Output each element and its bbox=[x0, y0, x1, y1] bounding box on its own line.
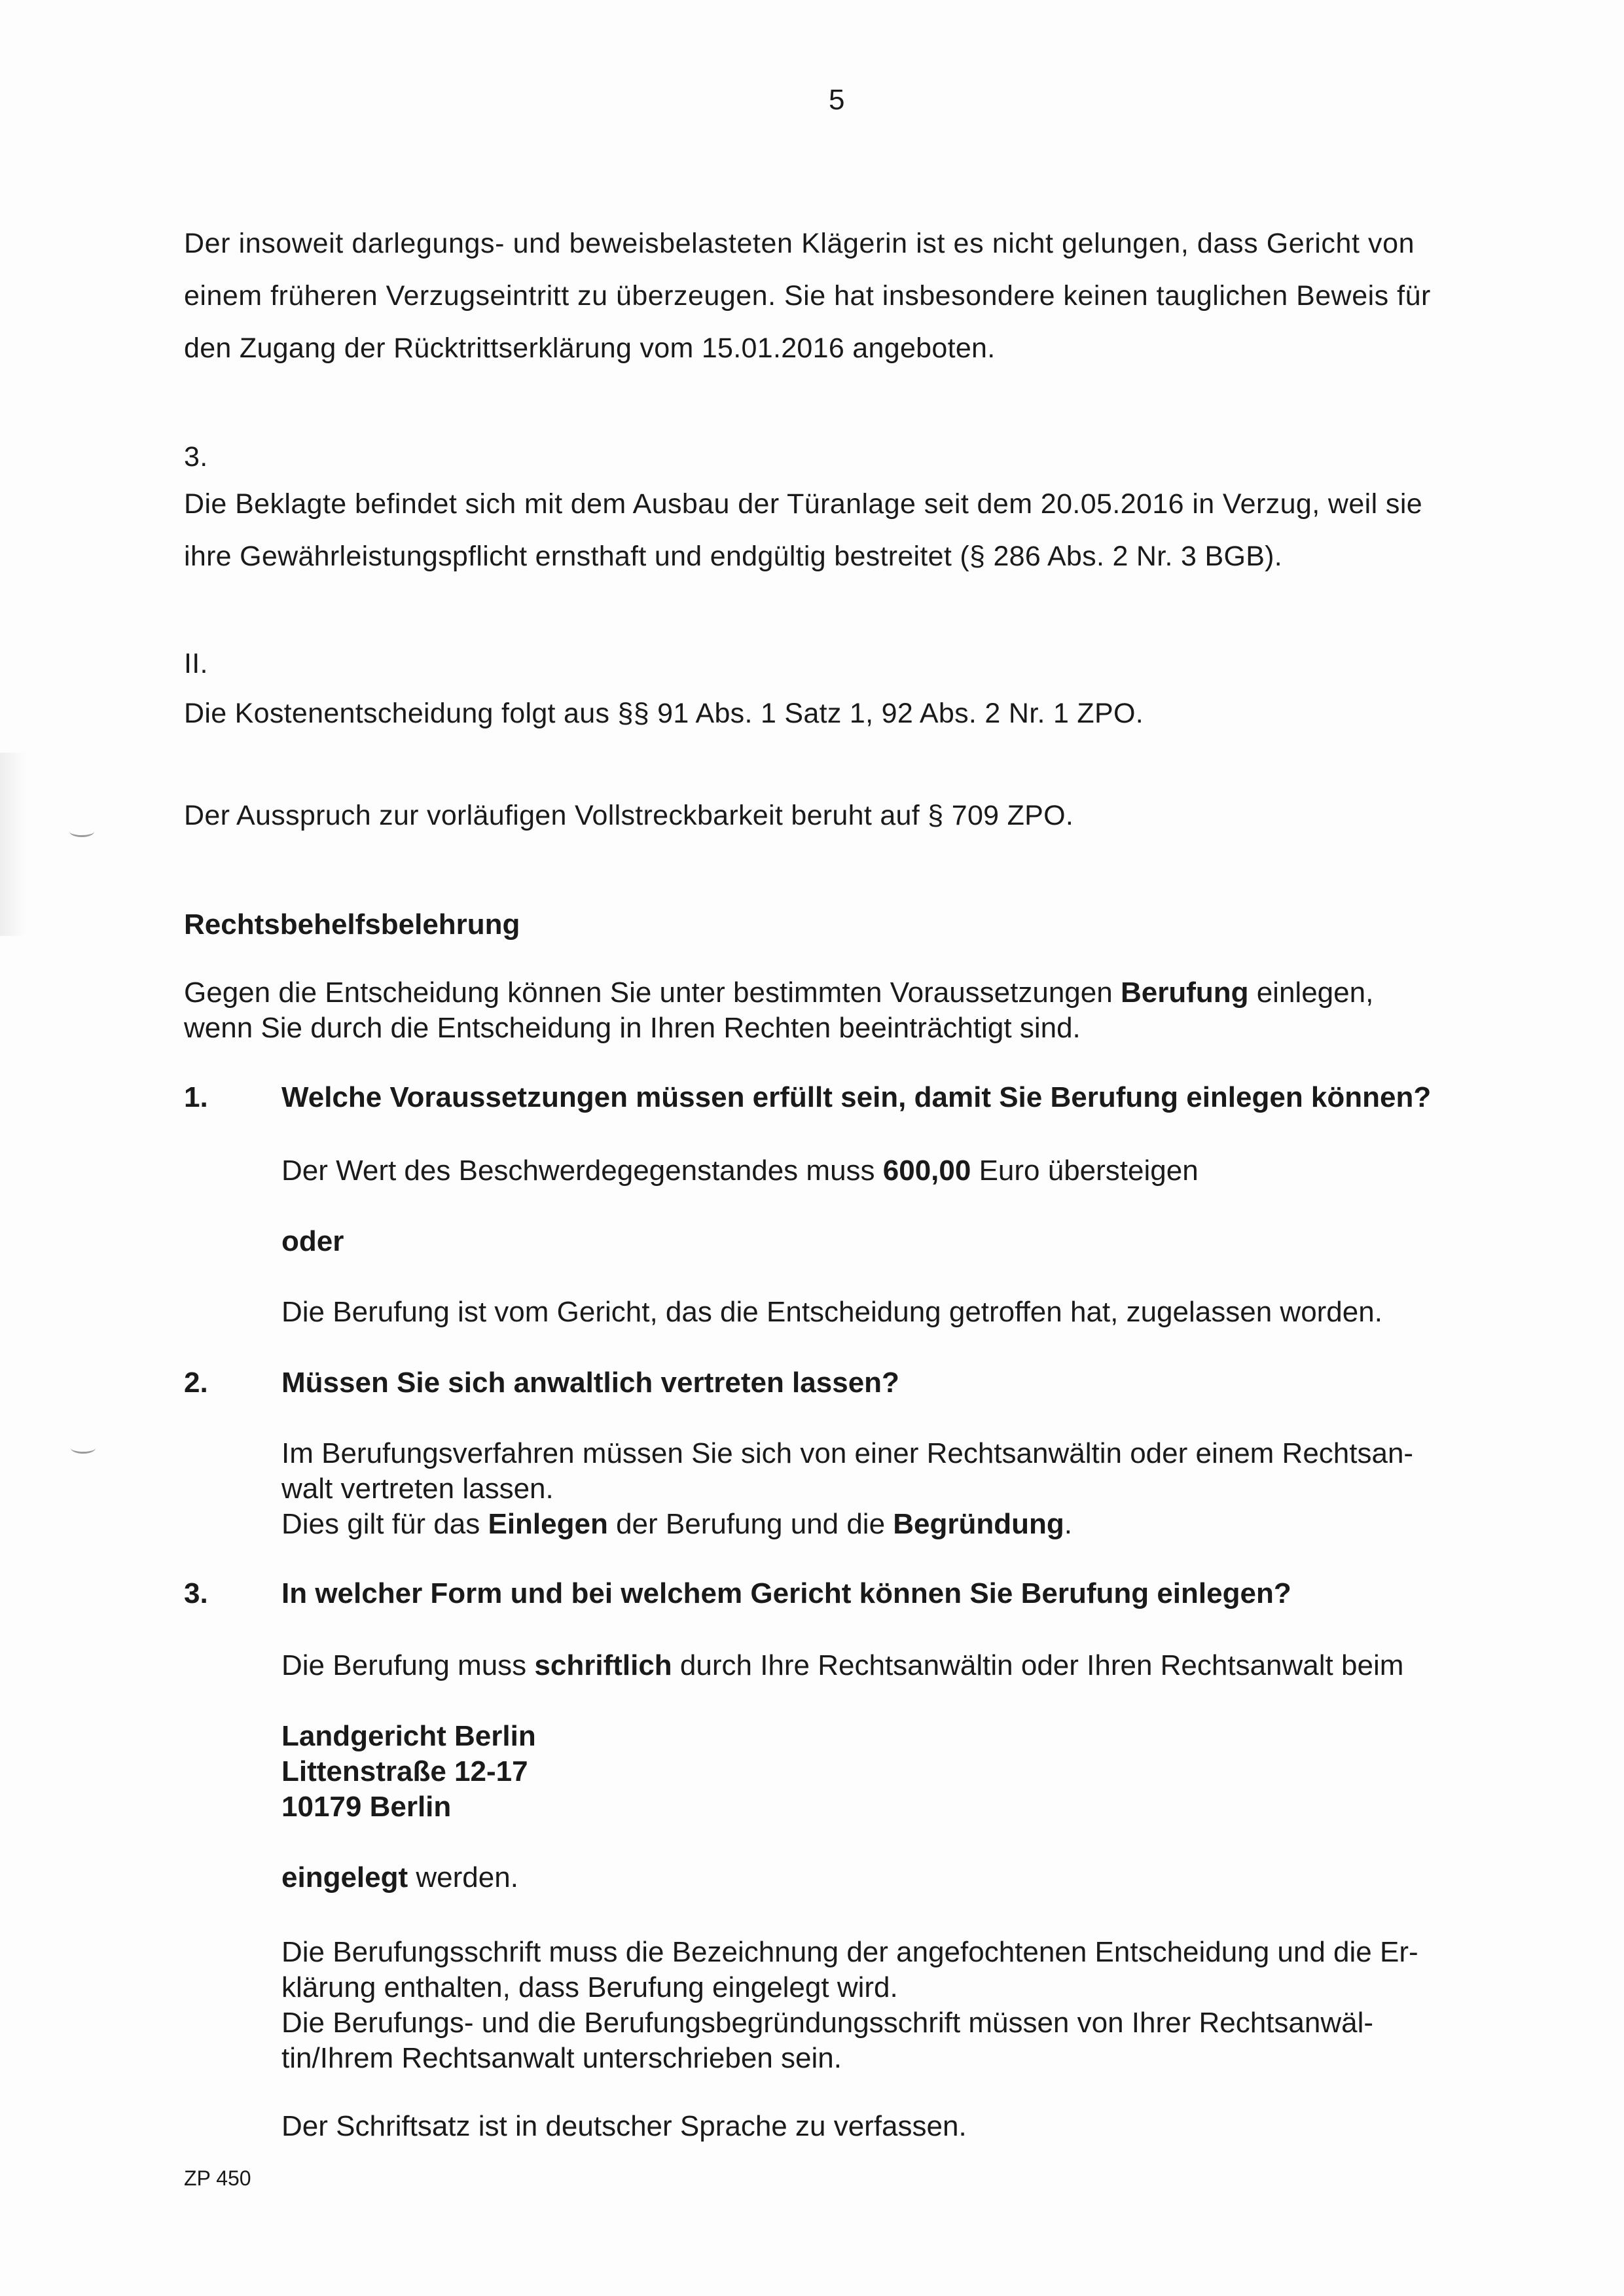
court-street: Littenstraße 12-17 bbox=[281, 1755, 528, 1787]
question-heading: Welche Voraussetzungen müssen erfüllt sein, damit Sie Berufung einlegen können? bbox=[281, 1081, 1432, 1113]
answer-line: Die Berufungs- und die Berufungsbegründungsschrift müssen von Ihrer Rechtsanwäl- bbox=[281, 2007, 1374, 2039]
court-city: 10179 Berlin bbox=[281, 1791, 452, 1823]
paragraph-line: Der insoweit darlegungs- und beweisbelasteten Klägerin ist es nicht gelungen, dass Gericht von bbox=[184, 228, 1415, 259]
paragraph-line: Der Ausspruch zur vorläufigen Vollstreckbarkeit beruht auf § 709 ZPO. bbox=[184, 800, 1074, 831]
question-heading: In welcher Form und bei welchem Gericht können Sie Berufung einlegen? bbox=[281, 1577, 1291, 1609]
page-number: 5 bbox=[829, 84, 845, 116]
question-number: 2. bbox=[184, 1367, 208, 1399]
paragraph-line: ihre Gewährleistungspflicht ernsthaft und endgültig bestreitet (§ 286 Abs. 2 Nr. 3 BGB). bbox=[184, 541, 1283, 572]
scan-shading bbox=[0, 753, 26, 936]
section-number: 3. bbox=[184, 441, 208, 473]
section-heading: Rechtsbehelfsbelehrung bbox=[184, 908, 520, 941]
question-heading: Müssen Sie sich anwaltlich vertreten lassen? bbox=[281, 1367, 899, 1399]
court-name: Landgericht Berlin bbox=[281, 1720, 536, 1752]
answer-line: Der Schriftsatz ist in deutscher Sprache zu verfassen. bbox=[281, 2110, 967, 2142]
intro-line: wenn Sie durch die Entscheidung in Ihren Rechten beeinträchtigt sind. bbox=[184, 1012, 1081, 1044]
answer-line: Die Berufung muss schriftlich durch Ihre Rechtsanwältin oder Ihren Rechtsanwalt beim bbox=[281, 1649, 1404, 1681]
answer-line: Die Berufung ist vom Gericht, das die Entscheidung getroffen hat, zugelassen worden. bbox=[281, 1296, 1382, 1328]
answer-line: eingelegt werden. bbox=[281, 1861, 518, 1893]
answer-line: Die Berufungsschrift muss die Bezeichnung der angefochtenen Entscheidung und die Er- bbox=[281, 1936, 1418, 1968]
question-number: 3. bbox=[184, 1577, 208, 1609]
question-number: 1. bbox=[184, 1081, 208, 1113]
answer-line: Dies gilt für das Einlegen der Berufung und die Begründung. bbox=[281, 1508, 1073, 1540]
answer-line: oder bbox=[281, 1225, 344, 1257]
intro-line: Gegen die Entscheidung können Sie unter bestimmten Voraussetzungen Berufung einlegen, bbox=[184, 977, 1374, 1009]
paragraph-line: einem früheren Verzugseintritt zu überzeugen. Sie hat insbesondere keinen tauglichen Beweis für bbox=[184, 280, 1431, 312]
answer-line: tin/Ihrem Rechtsanwalt unterschrieben sein. bbox=[281, 2042, 842, 2074]
paragraph-line: Die Beklagte befindet sich mit dem Ausbau der Türanlage seit dem 20.05.2016 in Verzug, weil sie bbox=[184, 488, 1423, 520]
answer-line: Der Wert des Beschwerdegegenstandes muss 600,00 Euro übersteigen bbox=[281, 1155, 1199, 1187]
form-code: ZP 450 bbox=[184, 2166, 251, 2190]
margin-mark bbox=[69, 826, 94, 837]
margin-mark bbox=[71, 1443, 96, 1454]
paragraph-line: Die Kostenentscheidung folgt aus §§ 91 Abs. 1 Satz 1, 92 Abs. 2 Nr. 1 ZPO. bbox=[184, 698, 1144, 729]
section-number: II. bbox=[184, 648, 208, 679]
answer-line: klärung enthalten, dass Berufung eingelegt wird. bbox=[281, 1971, 898, 2003]
answer-line: walt vertreten lassen. bbox=[281, 1473, 554, 1505]
answer-line: Im Berufungsverfahren müssen Sie sich von einer Rechtsanwältin oder einem Rechtsan- bbox=[281, 1437, 1414, 1469]
paragraph-line: den Zugang der Rücktrittserklärung vom 15.01.2016 angeboten. bbox=[184, 332, 996, 364]
